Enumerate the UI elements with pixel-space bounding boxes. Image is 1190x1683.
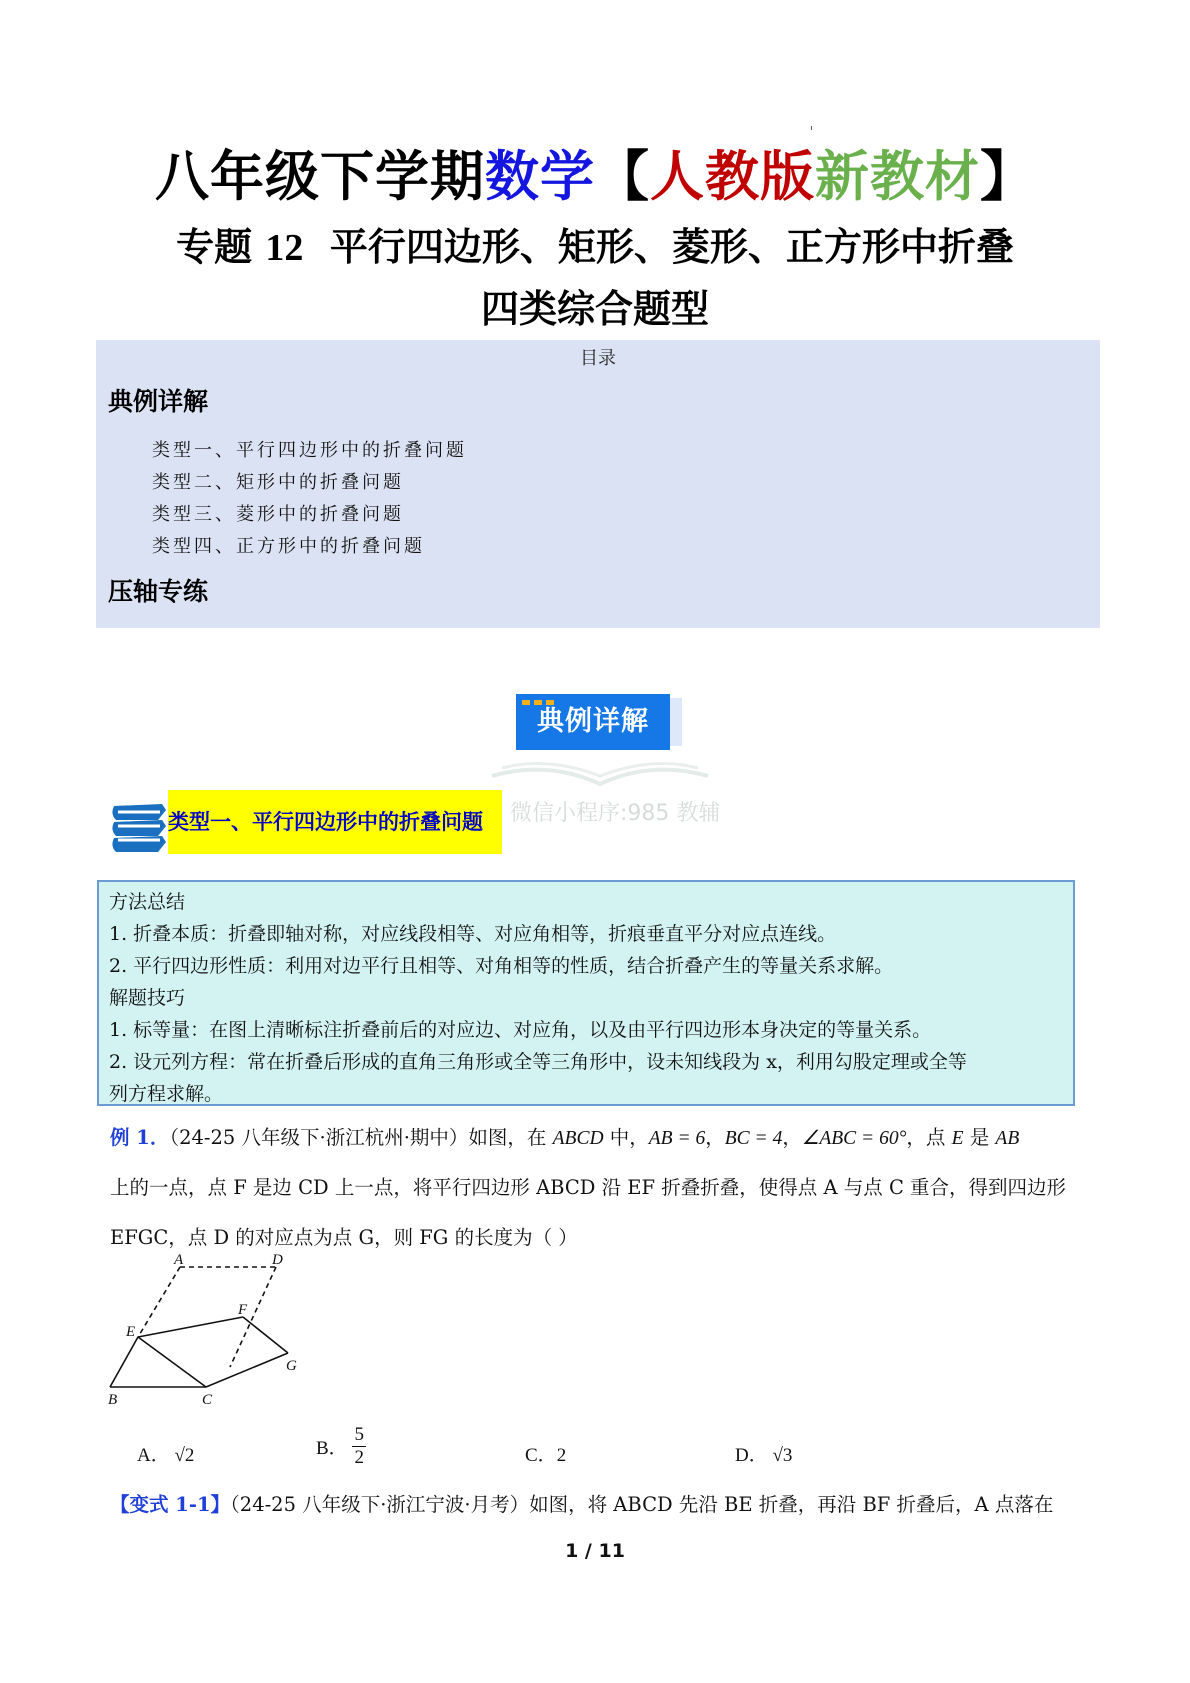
- badge-label: 典例详解: [516, 694, 670, 750]
- option-a[interactable]: [137, 1440, 194, 1467]
- label-E: E: [126, 1324, 136, 1340]
- label-B: B: [108, 1392, 118, 1408]
- toc-section-practice[interactable]: 压轴专练: [108, 577, 209, 606]
- text: ，: [705, 1126, 725, 1149]
- text: 是: [963, 1126, 996, 1149]
- math-abcd: ABCD: [552, 1128, 604, 1149]
- option-b[interactable]: [316, 1424, 366, 1469]
- option-b-fraction: [352, 1424, 366, 1469]
- tips-heading: 解题技巧: [109, 987, 186, 1009]
- option-b-label: B．: [316, 1438, 348, 1459]
- subtitle-prefix: 专题: [176, 225, 266, 269]
- label-C: C: [202, 1392, 213, 1408]
- option-c-label: C．: [525, 1445, 557, 1466]
- math-bc: BC = 4: [724, 1128, 783, 1149]
- denominator: 2: [354, 1447, 364, 1468]
- document-subtitle-line2: 四类综合题型: [480, 287, 709, 331]
- math-angle: ∠ABC = 60°: [801, 1128, 907, 1149]
- section-heading-type1: 类型一、平行四边形中的折叠问题: [168, 790, 502, 854]
- option-c-value: 2: [556, 1445, 567, 1466]
- option-a-value: √2: [174, 1445, 195, 1466]
- method-point-1: 1. 折叠本质：折叠即轴对称，对应线段相等、对应角相等，折痕垂直平分对应点连线。: [109, 923, 837, 945]
- toc-section-examples[interactable]: 典例详解: [108, 387, 209, 416]
- title-bracket-close: 】: [980, 145, 1035, 208]
- text: 中，: [603, 1126, 649, 1149]
- parallelogram-fold-figure: [108, 1252, 318, 1412]
- subtitle-number: 12: [265, 227, 304, 269]
- example1-line2: 上的一点，点 F 是边 CD 上一点，将平行四边形 ABCD 沿 EF 折叠折叠，使得点 A 与点 C 重合，得到四边形: [110, 1176, 1067, 1199]
- example1-line3: EFGC，点 D 的对应点为点 G，则 FG 的长度为（ ）: [110, 1226, 578, 1249]
- books-stack-icon: [108, 796, 170, 856]
- document-title: [0, 142, 1190, 212]
- option-d[interactable]: [735, 1440, 792, 1467]
- label-D: D: [272, 1252, 283, 1268]
- tips-point-2-cont: 列方程求解。: [109, 1083, 224, 1105]
- option-c[interactable]: [525, 1440, 566, 1467]
- variant-1-1: [110, 1489, 1053, 1517]
- variant-label: 【变式 1-1】: [110, 1493, 231, 1516]
- variant-text: （24-25 八年级下·浙江宁波·月考）如图，将 ABCD 先沿 BE 折叠，再沿 BF 折叠后，A 点落在: [230, 1493, 1054, 1516]
- title-grade: 八年级下学期: [155, 145, 485, 208]
- title-bracket-open: 【: [595, 145, 650, 208]
- toc-item-type3[interactable]: 类型三、菱形中的折叠问题: [152, 504, 404, 525]
- method-heading: 方法总结: [109, 891, 186, 913]
- option-d-label: D．: [735, 1445, 768, 1466]
- section-badge: [500, 670, 700, 780]
- example-label: 例 1．: [110, 1126, 170, 1149]
- badge-dots-icon: [522, 690, 558, 709]
- text: （24-25 八年级下·浙江杭州·期中）如图，在: [169, 1126, 553, 1149]
- toc-item-type2[interactable]: 类型二、矩形中的折叠问题: [152, 472, 404, 493]
- subtitle-text: 平行四边形、矩形、菱形、正方形中折叠: [303, 225, 1014, 269]
- option-a-label: A．: [137, 1445, 170, 1466]
- numerator: 5: [354, 1424, 364, 1445]
- title-new-textbook: 新教材: [815, 145, 980, 208]
- watermark-text: 微信小程序:985 教辅: [510, 801, 721, 826]
- tips-point-1: 1. 标等量：在图上清晰标注折叠前后的对应边、对应角，以及由平行四边形本身决定的等量关系。: [109, 1019, 932, 1041]
- toc-item-type1[interactable]: 类型一、平行四边形中的折叠问题: [152, 440, 467, 461]
- label-G: G: [286, 1358, 297, 1374]
- method-summary-box: [97, 880, 1075, 1106]
- toc-title: 目录: [580, 348, 616, 369]
- text: ，: [782, 1126, 802, 1149]
- label-A: A: [174, 1252, 184, 1268]
- label-F: F: [238, 1302, 248, 1318]
- math-ab2: AB: [995, 1128, 1020, 1149]
- document-subtitle: [0, 220, 1190, 275]
- scan-mark: [811, 126, 812, 130]
- math-e: E: [951, 1128, 964, 1149]
- tips-point-2: 2. 设元列方程：常在折叠后形成的直角三角形或全等三角形中，设未知线段为 x，利用勾股定理或全等: [109, 1051, 967, 1073]
- table-of-contents: [96, 340, 1100, 628]
- math-ab: AB = 6: [648, 1128, 706, 1149]
- title-subject: 数学: [485, 145, 595, 208]
- method-point-2: 2. 平行四边形性质：利用对边平行且相等、对角相等的性质，结合折叠产生的等量关系求解。: [109, 955, 894, 977]
- page-number: 1 / 11: [565, 1540, 625, 1562]
- open-book-icon: [488, 754, 712, 794]
- toc-item-type4[interactable]: 类型四、正方形中的折叠问题: [152, 536, 425, 557]
- option-d-value: √3: [772, 1445, 793, 1466]
- example1-line1: [110, 1122, 1019, 1150]
- text: ，点: [906, 1126, 952, 1149]
- title-edition: 人教版: [650, 145, 815, 208]
